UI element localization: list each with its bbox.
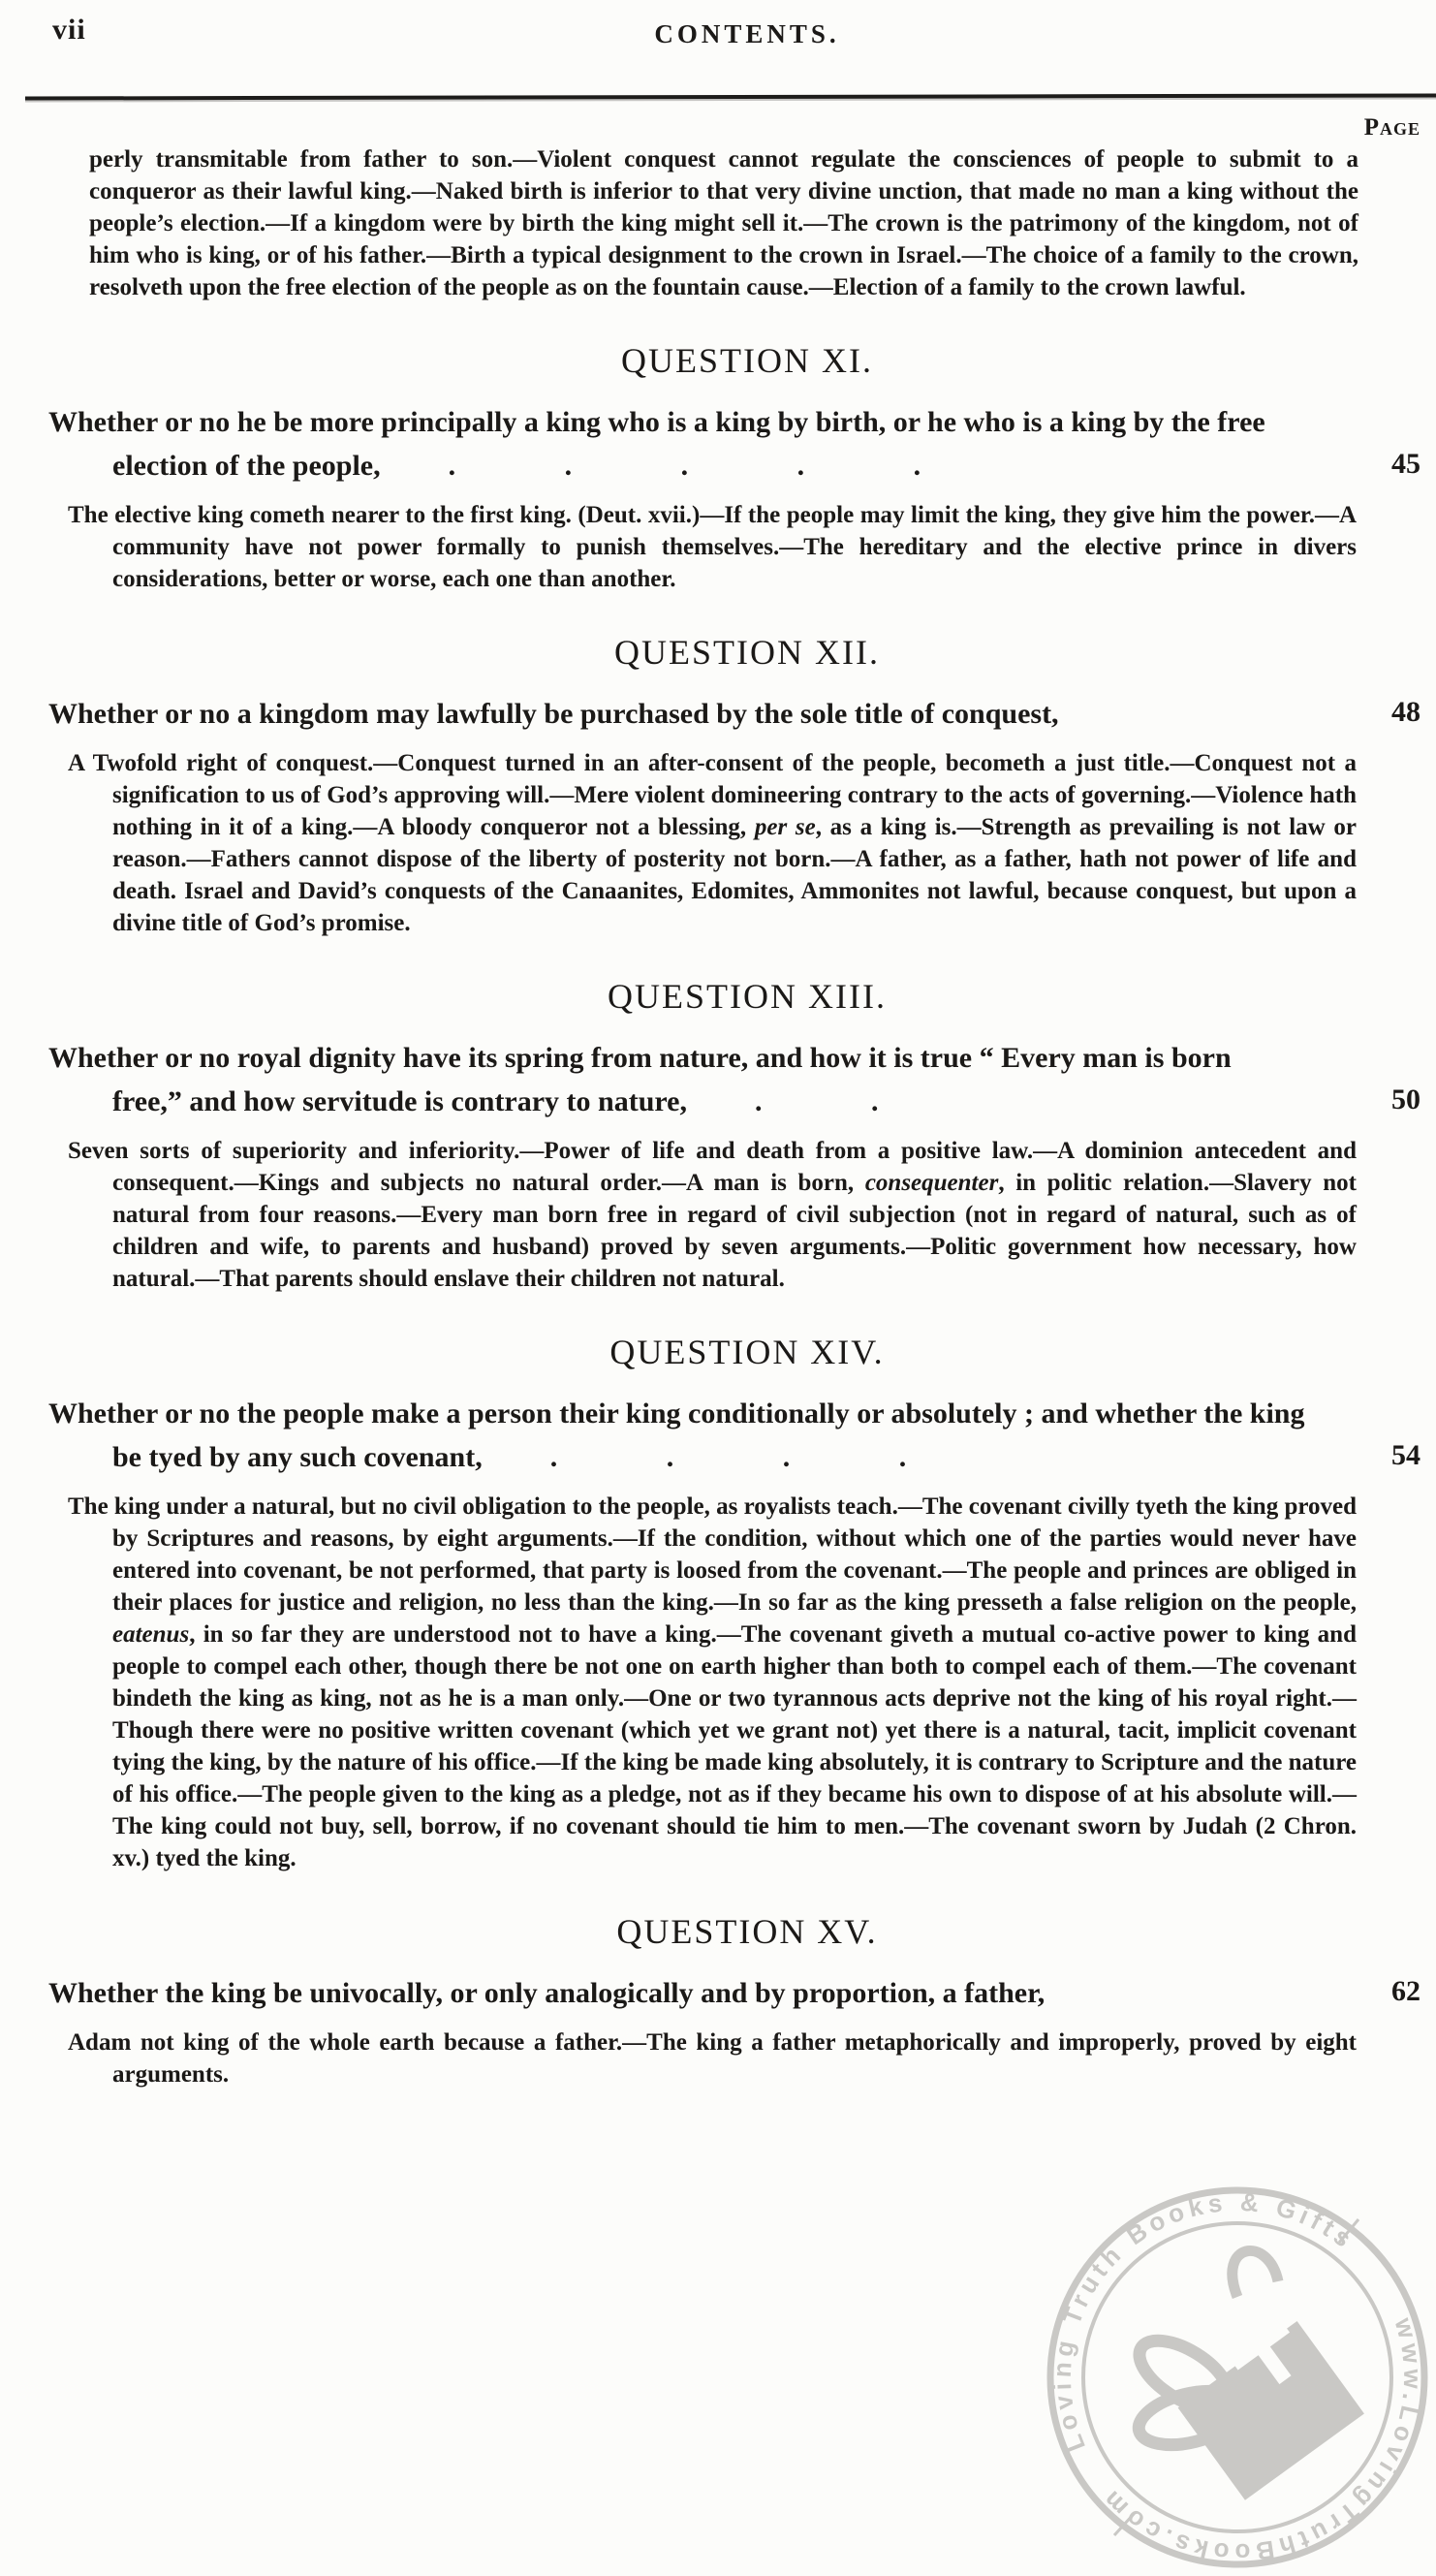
section-question-13	[0, 976, 1436, 1295]
page-title: CONTENTS.	[654, 19, 840, 48]
question-text: Whether or no the people make a person their king conditionally or absolutely ; and whether the king be tyed by any such covenant,	[48, 1398, 1305, 1473]
question-text: Whether or no he be more principally a king who is a king by birth, or he who is a king by the free election of the people,	[48, 406, 1265, 482]
section-question-11	[0, 340, 1436, 595]
question-summary: A Twofold right of conquest.—Conquest turned in an after-consent of the people, becometh a just title.—Conquest not a signification to us of God’s approving will.—Mere violent domineering contrary to the acts of governing.—Violence hath nothing in it of a king.—A bloody conqueror not a blessing, per se, as a king is.—Strength as prevailing is not law or reason.—Fathers cannot dispose of the liberty of posterity not born.—A father, as a father, hath not power of life and death. Israel and David’s conquests of the Canaanites, Edomites, Ammonites not lawful, because conquest, but upon a divine title of God’s promise.	[68, 750, 1357, 936]
section-question-12	[0, 632, 1436, 939]
question-statement	[48, 400, 1424, 487]
question-heading: QUESTION XV.	[616, 1912, 878, 1951]
page-column-label: Page	[1363, 114, 1420, 141]
page-folio: vii	[52, 14, 86, 46]
contents-body	[0, 143, 1436, 2094]
page-number: 50	[1391, 1084, 1420, 1115]
question-text: Whether or no a kingdom may lawfully be purchased by the sole title of conquest,	[48, 698, 1059, 730]
leader-dots: . . . . .	[448, 450, 921, 482]
question-statement	[48, 1392, 1424, 1479]
section-question-15	[0, 1911, 1436, 2090]
page-number: 48	[1391, 696, 1420, 728]
question-heading: QUESTION XI.	[621, 341, 873, 380]
question-heading: QUESTION XIV.	[609, 1333, 885, 1371]
question-statement	[48, 1036, 1424, 1123]
question-statement	[48, 692, 1424, 736]
page-number: 62	[1391, 1975, 1420, 2007]
question-summary: Adam not king of the whole earth because a father.—The king a father metaphorically and improperly, proved by eight arguments.	[68, 2029, 1357, 2088]
continuation-paragraph: perly transmitable from father to son.—Violent conquest cannot regulate the consciences of people to submit to a conqueror as their lawful king.—Naked birth is inferior to that very divine unction, that made no man a king without the people’s election.—If a kingdom were by birth the king might sell it.—The crown is the patrimony of the kingdom, not of him who is king, or of his father.—Birth a typical designment to the crown in Israel.—The choice of a family to the crown, resolveth upon the free election of the people as on the fountain cause.—Election of a family to the crown lawful.	[89, 146, 1358, 300]
question-statement	[48, 1971, 1424, 2015]
question-heading: QUESTION XII.	[614, 633, 880, 672]
question-summary: The elective king cometh nearer to the first king. (Deut. xvii.)—If the people may limit the king, they give him the power.—A community have not power formally to punish themselves.—The hereditary and the elective prince in divers considerations, better or worse, each one than another.	[68, 502, 1357, 592]
watermark-stamp	[1039, 2179, 1436, 2576]
page-number: 54	[1391, 1439, 1420, 1471]
watermark-arc-top-text: Loving Truth Books & Gifts	[1046, 2186, 1361, 2456]
question-text: Whether or no royal dignity have its spring from nature, and how it is true “ Every man is born free,” and how servitude is contrary to nature,	[48, 1042, 1232, 1117]
leader-dots: . .	[755, 1085, 879, 1117]
question-heading: QUESTION XIII.	[608, 977, 887, 1016]
header-rule	[25, 93, 1436, 100]
question-text: Whether the king be univocally, or only analogically and by proportion, a father,	[48, 1977, 1046, 2009]
page-number: 45	[1391, 448, 1420, 480]
leader-dots: . . . .	[549, 1441, 907, 1473]
section-question-14	[0, 1332, 1436, 1874]
question-summary: Seven sorts of superiority and inferiority.—Power of life and death from a positive law.—A dominion antecedent and consequent.—Kings and subjects no natural order.—A man is born, consequenter, in politic relation.—Slavery not natural from four reasons.—Every man born free in regard of civil subjection (not in regard of natural, such as of children and wife, to parents and husband) proved by seven arguments.—Politic government how necessary, how natural.—That parents should enslave their children not natural.	[68, 1138, 1357, 1292]
question-summary: The king under a natural, but no civil obligation to the people, as royalists teach.—The covenant civilly tyeth the king proved by Scriptures and reasons, by eight arguments.—If the condition, without which one of the parties would never have entered into covenant, be not performed, that party is loosed from the covenant.—The people and princes are obliged in their places for justice and religion, no less than the king.—In so far as the king presseth a false religion on the people, eatenus, in so far they are understood not to have a king.—The covenant giveth a mutual co-active power to king and people to compel each other, though there be not one on earth higher than both to compel each of them.—The covenant bindeth the king as king, not as he is a man only.—One or two tyrannous acts deprive not the king of his royal right.—Though there were no positive written covenant (which yet we grant not) yet there is a natural, tacit, implicit covenant tying the king, by the nature of his office.—If the king be made king absolutely, it is contrary to Scripture and the nature of his office.—The people given to the king as a pledge, not as if they became his own to dispose of at his absolute will.—The king could not buy, sell, borrow, if no covenant should tie him to men.—The covenant sworn by Judah (2 Chron. xv.) tyed the king.	[68, 1493, 1357, 1871]
watermark-arc-bottom-text: www.LovingTruthBooks.com	[1094, 2314, 1428, 2568]
